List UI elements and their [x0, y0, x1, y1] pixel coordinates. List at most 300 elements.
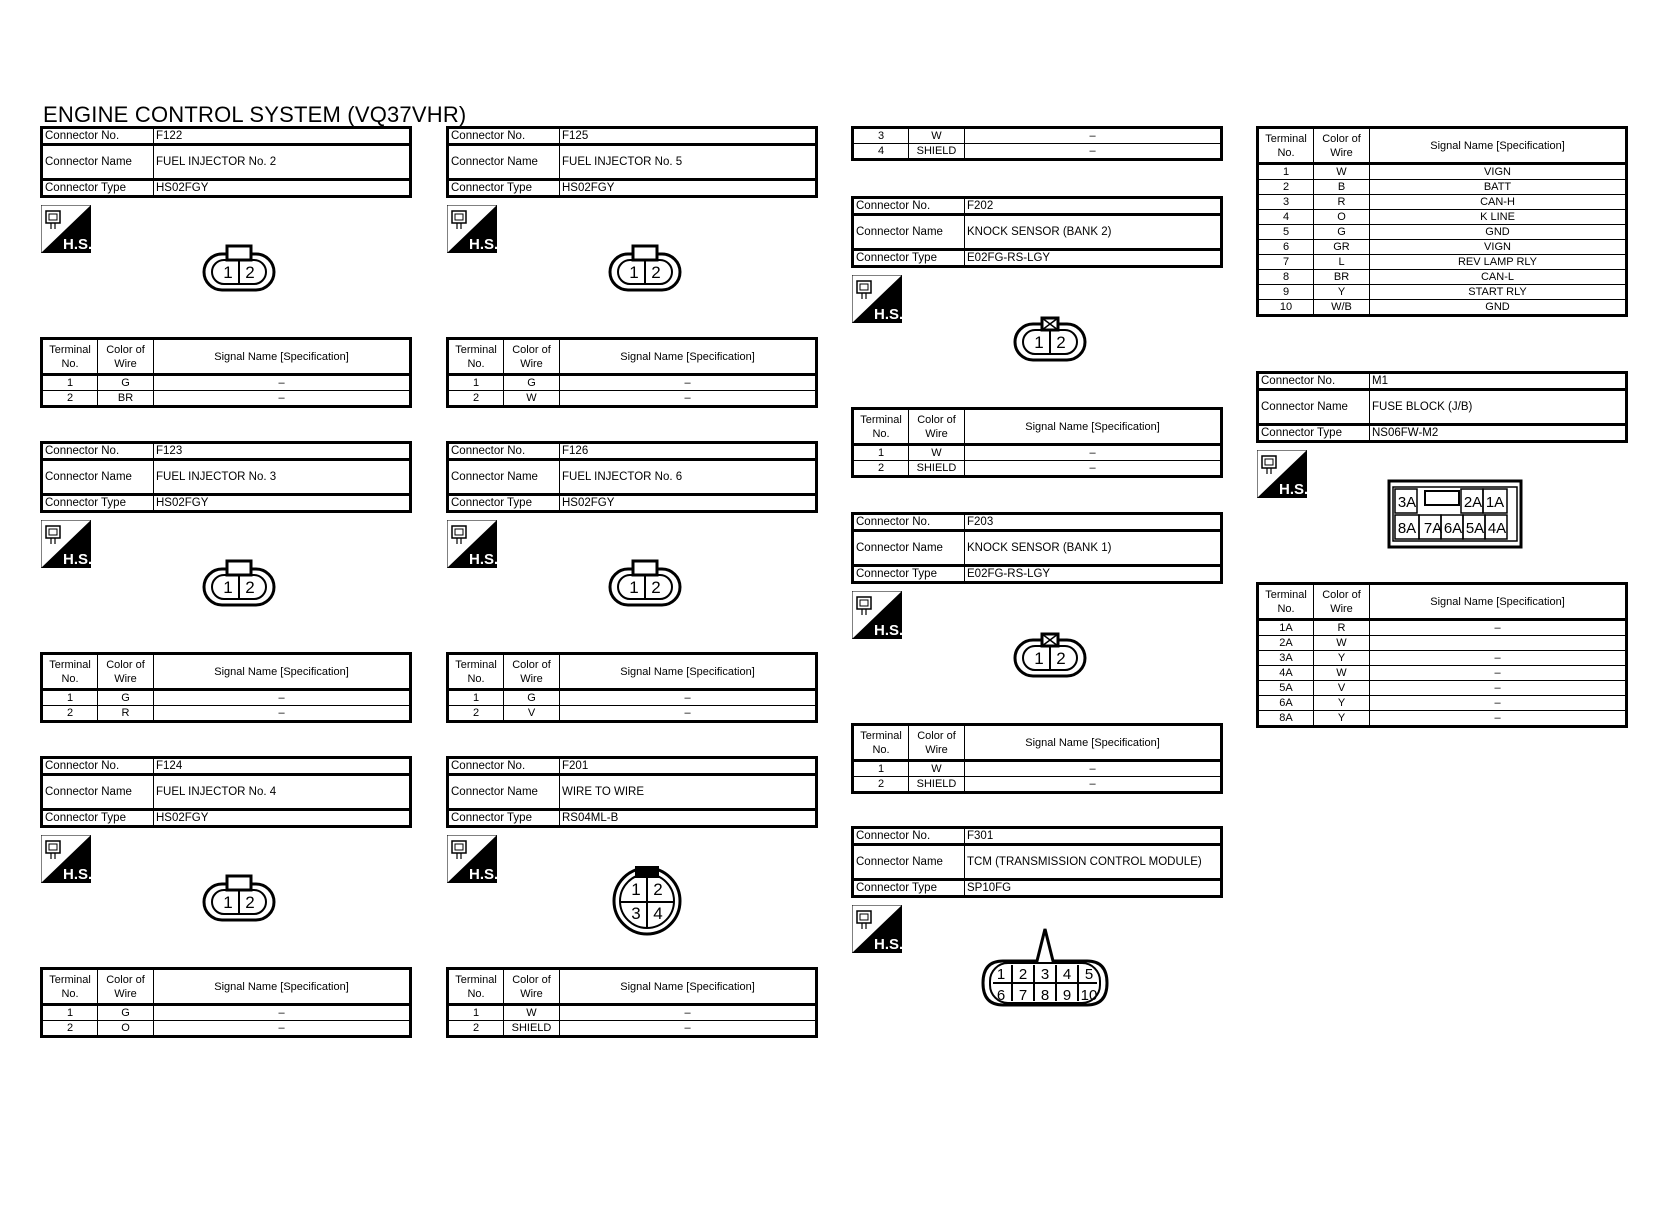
- wire-color: R: [98, 706, 154, 722]
- connector-no-value: F202: [965, 198, 1222, 215]
- table-row: [853, 777, 1222, 793]
- connector-header-table: [851, 826, 1223, 898]
- terminal-no: 2: [42, 391, 98, 407]
- hs-label: H.S.: [469, 551, 497, 568]
- terminal-no: 9: [1258, 285, 1314, 300]
- terminal-no: 8: [1258, 270, 1314, 285]
- connector-type-value: HS02FGY: [560, 180, 817, 197]
- connector-no-value: F122: [154, 128, 411, 145]
- terminal-table: [40, 967, 412, 1038]
- pin-label: 1: [631, 880, 641, 899]
- connector-block-F124: [40, 756, 412, 828]
- connector-no-value: F124: [154, 758, 411, 775]
- connector-no-row: [42, 128, 411, 145]
- connector-name-label: Connector Name: [448, 775, 560, 810]
- terminal-header-row: [1258, 128, 1627, 164]
- connector-lock: [635, 866, 659, 878]
- connector-type-row: [448, 495, 817, 512]
- terminal-table: [446, 652, 818, 723]
- pin-label: 6A: [1443, 520, 1463, 537]
- wire-color: R: [1314, 195, 1370, 210]
- signal-name: –: [1370, 696, 1627, 711]
- signal-name: –: [560, 1005, 817, 1021]
- terminal-no: 2: [42, 706, 98, 722]
- terminal-table: [851, 407, 1223, 478]
- connector-face-diagram: [1012, 630, 1092, 685]
- pin-label: 1: [223, 578, 233, 597]
- connector-name-label: Connector Name: [853, 215, 965, 250]
- wire-color: W: [909, 761, 965, 777]
- connector-face-diagram: [201, 559, 281, 614]
- terminal-no-header: Terminal No.: [42, 969, 98, 1005]
- color-of-wire-header: Color of Wire: [98, 969, 154, 1005]
- connector-type-row: [853, 880, 1222, 897]
- signal-name: GND: [1370, 225, 1627, 240]
- table-row: [1258, 285, 1627, 300]
- connector-name-value: KNOCK SENSOR (BANK 2): [965, 215, 1222, 250]
- connector-block-F125: [446, 126, 818, 198]
- connector-name-value: TCM (TRANSMISSION CONTROL MODULE): [965, 845, 1222, 880]
- terminal-block-F201: [446, 967, 818, 1038]
- connector-no-value: F125: [560, 128, 817, 145]
- pin-label: 2: [651, 263, 661, 282]
- wire-color: G: [98, 375, 154, 391]
- terminal-block-F201-continued: [851, 126, 1223, 161]
- signal-name: –: [560, 1021, 817, 1037]
- pin-label: 2: [245, 578, 255, 597]
- table-row: [1258, 180, 1627, 195]
- wire-color: G: [1314, 225, 1370, 240]
- terminal-table: [851, 723, 1223, 794]
- connector-type-label: Connector Type: [853, 250, 965, 267]
- wire-color: SHIELD: [909, 777, 965, 793]
- connector-name-row: [1258, 390, 1627, 425]
- signal-name-header: Signal Name [Specification]: [560, 339, 817, 375]
- pin-label: 6: [996, 987, 1006, 1004]
- connector-block-F202: [851, 196, 1223, 268]
- harness-side-icon: [447, 205, 499, 255]
- table-row: [1258, 270, 1627, 285]
- table-row: [42, 391, 411, 407]
- connector-name-value: FUEL INJECTOR No. 3: [154, 460, 411, 495]
- hs-label: H.S.: [469, 866, 497, 883]
- wire-color: Y: [1314, 285, 1370, 300]
- pin-label: 2A: [1463, 494, 1483, 511]
- wire-color: Y: [1314, 651, 1370, 666]
- terminal-no: 1A: [1258, 620, 1314, 636]
- terminal-no: 1: [448, 690, 504, 706]
- signal-name: –: [1370, 666, 1627, 681]
- terminal-header-row: [42, 969, 411, 1005]
- connector-name-row: [853, 531, 1222, 566]
- connector-name-row: [42, 775, 411, 810]
- table-row: [448, 1005, 817, 1021]
- page-title: ENGINE CONTROL SYSTEM (VQ37VHR): [43, 102, 467, 127]
- harness-side-icon: [41, 835, 93, 885]
- signal-name-header: Signal Name [Specification]: [560, 969, 817, 1005]
- pin-label: 1: [223, 263, 233, 282]
- table-row: [853, 761, 1222, 777]
- connector-type-value: HS02FGY: [154, 810, 411, 827]
- terminal-no: 1: [42, 375, 98, 391]
- signal-name: –: [965, 777, 1222, 793]
- terminal-block-F125: [446, 337, 818, 408]
- terminal-no: 4: [853, 144, 909, 160]
- hs-label: H.S.: [1279, 481, 1307, 498]
- terminal-block-F122: [40, 337, 412, 408]
- signal-name: –: [560, 690, 817, 706]
- terminal-no: 4A: [1258, 666, 1314, 681]
- connector-lock: [633, 561, 657, 575]
- connector-name-row: [448, 775, 817, 810]
- wire-color: O: [1314, 210, 1370, 225]
- connector-type-row: [42, 180, 411, 197]
- table-row: [1258, 651, 1627, 666]
- table-row: [853, 144, 1222, 160]
- signal-name: –: [560, 706, 817, 722]
- hs-label: H.S.: [874, 936, 902, 953]
- connector-no-row: [853, 198, 1222, 215]
- connector-type-row: [853, 566, 1222, 583]
- pin-label: 2: [1018, 966, 1028, 983]
- connector-name-row: [448, 460, 817, 495]
- connector-type-row: [1258, 425, 1627, 442]
- terminal-no: 4: [1258, 210, 1314, 225]
- terminal-table: [1256, 126, 1628, 317]
- terminal-no-header: Terminal No.: [42, 654, 98, 690]
- connector-no-value: M1: [1370, 373, 1627, 390]
- harness-side-icon: [852, 275, 904, 325]
- wire-color: O: [98, 1021, 154, 1037]
- pin-label: 7A: [1423, 520, 1443, 537]
- signal-name: –: [965, 128, 1222, 144]
- signal-name: BATT: [1370, 180, 1627, 195]
- connector-no-row: [448, 443, 817, 460]
- signal-name: –: [965, 761, 1222, 777]
- connector-name-value: FUEL INJECTOR No. 2: [154, 145, 411, 180]
- terminal-no-header: Terminal No.: [853, 409, 909, 445]
- pin-label: 3A: [1397, 494, 1417, 511]
- connector-type-label: Connector Type: [42, 180, 154, 197]
- connector-name-row: [853, 845, 1222, 880]
- terminal-header-row: [42, 339, 411, 375]
- terminal-header-row: [448, 654, 817, 690]
- connector-header-table: [40, 126, 412, 198]
- table-row: [1258, 255, 1627, 270]
- signal-name: START RLY: [1370, 285, 1627, 300]
- connector-no-label: Connector No.: [42, 128, 154, 145]
- connector-type-value: HS02FGY: [154, 180, 411, 197]
- signal-name: –: [1370, 681, 1627, 696]
- connector-type-value: E02FG-RS-LGY: [965, 250, 1222, 267]
- harness-side-icon: [41, 205, 93, 255]
- connector-face-diagram: [201, 874, 281, 929]
- table-row: [1258, 681, 1627, 696]
- connector-no-row: [42, 758, 411, 775]
- terminal-no: 1: [853, 445, 909, 461]
- signal-name: –: [560, 375, 817, 391]
- fuse-slot: [1425, 491, 1459, 505]
- terminal-no-header: Terminal No.: [42, 339, 98, 375]
- table-row: [448, 375, 817, 391]
- connector-name-label: Connector Name: [42, 145, 154, 180]
- signal-name: –: [560, 391, 817, 407]
- terminal-block-F123: [40, 652, 412, 723]
- connector-name-label: Connector Name: [853, 845, 965, 880]
- table-row: [42, 1021, 411, 1037]
- pin-label: 10: [1080, 987, 1098, 1004]
- signal-name: VIGN: [1370, 164, 1627, 180]
- pin-label: 8: [1040, 987, 1050, 1004]
- table-row: [1258, 696, 1627, 711]
- connector-lock: [633, 246, 657, 260]
- connector-name-label: Connector Name: [853, 531, 965, 566]
- signal-name-header: Signal Name [Specification]: [965, 725, 1222, 761]
- terminal-header-row: [1258, 584, 1627, 620]
- connector-name-value: FUEL INJECTOR No. 5: [560, 145, 817, 180]
- hs-label: H.S.: [469, 236, 497, 253]
- wire-color: G: [98, 690, 154, 706]
- pin-label: 2: [1056, 333, 1066, 352]
- hs-label: H.S.: [63, 866, 91, 883]
- pin-label: 1: [629, 578, 639, 597]
- signal-name: –: [154, 690, 411, 706]
- connector-name-row: [42, 460, 411, 495]
- connector-type-label: Connector Type: [448, 495, 560, 512]
- wire-color: B: [1314, 180, 1370, 195]
- connector-type-value: E02FG-RS-LGY: [965, 566, 1222, 583]
- terminal-block-F124: [40, 967, 412, 1038]
- connector-name-label: Connector Name: [42, 460, 154, 495]
- connector-type-value: HS02FGY: [154, 495, 411, 512]
- connector-face-diagram: [607, 559, 687, 614]
- signal-name: REV LAMP RLY: [1370, 255, 1627, 270]
- signal-name: CAN-H: [1370, 195, 1627, 210]
- connector-no-row: [853, 828, 1222, 845]
- connector-no-row: [853, 514, 1222, 531]
- signal-name: CAN-L: [1370, 270, 1627, 285]
- connector-lock: [227, 246, 251, 260]
- connector-name-value: FUEL INJECTOR No. 6: [560, 460, 817, 495]
- terminal-no: 1: [42, 1005, 98, 1021]
- wire-color: V: [1314, 681, 1370, 696]
- terminal-no: 7: [1258, 255, 1314, 270]
- connector-type-label: Connector Type: [42, 810, 154, 827]
- wire-color: SHIELD: [504, 1021, 560, 1037]
- terminal-table: [446, 967, 818, 1038]
- connector-type-row: [42, 495, 411, 512]
- connector-block-F301: [851, 826, 1223, 898]
- terminal-no-header: Terminal No.: [448, 654, 504, 690]
- table-row: [42, 375, 411, 391]
- signal-name: –: [965, 445, 1222, 461]
- connector-no-row: [42, 443, 411, 460]
- terminal-no: 2A: [1258, 636, 1314, 651]
- terminal-header-row: [448, 339, 817, 375]
- connector-face-diagram: [607, 244, 687, 299]
- pin-label: 3: [1040, 966, 1050, 983]
- table-row: [1258, 195, 1627, 210]
- terminal-no: 10: [1258, 300, 1314, 316]
- harness-side-icon: [447, 835, 499, 885]
- connector-type-row: [448, 810, 817, 827]
- harness-side-icon: [852, 905, 904, 955]
- pin-label: 5: [1084, 966, 1094, 983]
- signal-name-header: Signal Name [Specification]: [965, 409, 1222, 445]
- table-row: [42, 690, 411, 706]
- terminal-header-row: [853, 409, 1222, 445]
- signal-name: –: [154, 1021, 411, 1037]
- terminal-no: 6: [1258, 240, 1314, 255]
- color-of-wire-header: Color of Wire: [909, 725, 965, 761]
- terminal-no: 1: [1258, 164, 1314, 180]
- connector-no-label: Connector No.: [448, 128, 560, 145]
- terminal-no: 3: [853, 128, 909, 144]
- connector-name-row: [448, 145, 817, 180]
- color-of-wire-header: Color of Wire: [909, 409, 965, 445]
- connector-name-value: KNOCK SENSOR (BANK 1): [965, 531, 1222, 566]
- signal-name-header: Signal Name [Specification]: [154, 339, 411, 375]
- connector-lock: [227, 561, 251, 575]
- connector-type-row: [42, 810, 411, 827]
- pin-label: 1: [1034, 649, 1044, 668]
- terminal-no: 2: [448, 706, 504, 722]
- harness-side-icon: [41, 520, 93, 570]
- table-row: [42, 706, 411, 722]
- pin-label: 5A: [1465, 520, 1485, 537]
- wire-color: SHIELD: [909, 461, 965, 477]
- signal-name: –: [154, 1005, 411, 1021]
- connector-no-row: [448, 128, 817, 145]
- terminal-no: 1: [853, 761, 909, 777]
- signal-name: –: [965, 144, 1222, 160]
- terminal-no-header: Terminal No.: [448, 339, 504, 375]
- connector-name-label: Connector Name: [448, 460, 560, 495]
- table-row: [1258, 711, 1627, 727]
- connector-name-value: FUSE BLOCK (J/B): [1370, 390, 1627, 425]
- pin-label: 2: [1056, 649, 1066, 668]
- connector-block-M1: [1256, 371, 1628, 443]
- connector-no-label: Connector No.: [42, 758, 154, 775]
- hs-label: H.S.: [874, 306, 902, 323]
- signal-name-header: Signal Name [Specification]: [1370, 584, 1627, 620]
- terminal-block-M1: [1256, 582, 1628, 728]
- connector-face-diagram: [1387, 479, 1527, 556]
- table-row: [448, 690, 817, 706]
- connector-header-table: [40, 756, 412, 828]
- table-row: [1258, 300, 1627, 316]
- connector-type-value: NS06FW-M2: [1370, 425, 1627, 442]
- hs-label: H.S.: [63, 236, 91, 253]
- connector-type-row: [853, 250, 1222, 267]
- connector-type-row: [448, 180, 817, 197]
- connector-type-label: Connector Type: [448, 180, 560, 197]
- terminal-no: 2: [1258, 180, 1314, 195]
- color-of-wire-header: Color of Wire: [1314, 128, 1370, 164]
- connector-no-label: Connector No.: [853, 828, 965, 845]
- connector-header-table: [446, 126, 818, 198]
- connector-no-value: F203: [965, 514, 1222, 531]
- pin-label: 1: [996, 966, 1006, 983]
- connector-no-value: F123: [154, 443, 411, 460]
- wire-color: W: [909, 128, 965, 144]
- signal-name-header: Signal Name [Specification]: [154, 654, 411, 690]
- connector-no-label: Connector No.: [448, 758, 560, 775]
- table-row: [1258, 666, 1627, 681]
- connector-name-value: FUEL INJECTOR No. 4: [154, 775, 411, 810]
- signal-name: –: [965, 461, 1222, 477]
- table-row: [1258, 240, 1627, 255]
- pin-label: 2: [245, 893, 255, 912]
- connector-face-diagram: [975, 921, 1115, 1018]
- connector-name-row: [853, 215, 1222, 250]
- connector-type-value: HS02FGY: [560, 495, 817, 512]
- signal-name: GND: [1370, 300, 1627, 316]
- wire-color: W/B: [1314, 300, 1370, 316]
- wire-color: V: [504, 706, 560, 722]
- harness-side-icon: [1257, 450, 1309, 500]
- connector-header-table: [446, 441, 818, 513]
- table-row: [853, 445, 1222, 461]
- signal-name: –: [1370, 620, 1627, 636]
- pin-label: 4A: [1487, 520, 1507, 537]
- terminal-table: [40, 337, 412, 408]
- connector-block-F126: [446, 441, 818, 513]
- connector-name-value: WIRE TO WIRE: [560, 775, 817, 810]
- wire-color: Y: [1314, 711, 1370, 727]
- signal-name: –: [1370, 651, 1627, 666]
- terminal-no: 1: [42, 690, 98, 706]
- connector-header-table: [40, 441, 412, 513]
- connector-block-F123: [40, 441, 412, 513]
- connector-header-table: [851, 196, 1223, 268]
- pin-label: 4: [653, 904, 663, 923]
- color-of-wire-header: Color of Wire: [98, 339, 154, 375]
- terminal-table: [446, 337, 818, 408]
- terminal-no: 6A: [1258, 696, 1314, 711]
- hs-label: H.S.: [63, 551, 91, 568]
- terminal-no: 2: [42, 1021, 98, 1037]
- table-row: [448, 706, 817, 722]
- table-row: [448, 1021, 817, 1037]
- color-of-wire-header: Color of Wire: [98, 654, 154, 690]
- color-of-wire-header: Color of Wire: [504, 969, 560, 1005]
- pin-label: 7: [1018, 987, 1028, 1004]
- color-of-wire-header: Color of Wire: [1314, 584, 1370, 620]
- connector-type-label: Connector Type: [448, 810, 560, 827]
- signal-name-header: Signal Name [Specification]: [560, 654, 817, 690]
- pin-label: 1: [1034, 333, 1044, 352]
- hs-label: H.S.: [874, 622, 902, 639]
- signal-name: VIGN: [1370, 240, 1627, 255]
- terminal-no-header: Terminal No.: [448, 969, 504, 1005]
- terminal-header-row: [42, 654, 411, 690]
- terminal-no: 1: [448, 375, 504, 391]
- connector-name-label: Connector Name: [1258, 390, 1370, 425]
- wire-color: W: [504, 391, 560, 407]
- terminal-no: 3A: [1258, 651, 1314, 666]
- connector-block-F203: [851, 512, 1223, 584]
- pin-label: 2: [651, 578, 661, 597]
- wire-color: L: [1314, 255, 1370, 270]
- connector-no-label: Connector No.: [1258, 373, 1370, 390]
- pin-label: 9: [1062, 987, 1072, 1004]
- wire-color: SHIELD: [909, 144, 965, 160]
- connector-block-F122: [40, 126, 412, 198]
- pin-label: 1A: [1485, 494, 1505, 511]
- connector-header-table: [446, 756, 818, 828]
- harness-side-icon: [852, 591, 904, 641]
